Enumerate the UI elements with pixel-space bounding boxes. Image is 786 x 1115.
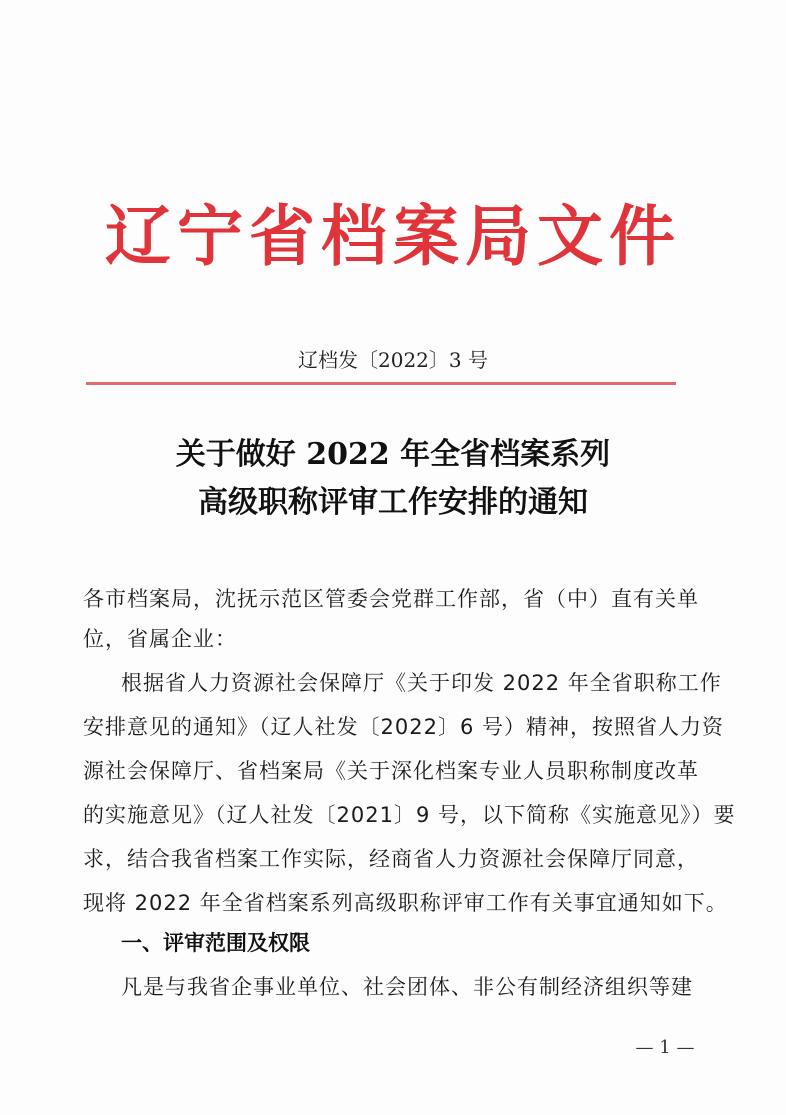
addressee-line-2: 位，省属企业： bbox=[83, 627, 237, 651]
section-heading-1: 一、评审范围及权限 bbox=[121, 931, 310, 955]
body-paragraph-line: 现将 2022 年全省档案系列高级职称评审工作有关事宜通知如下。 bbox=[83, 891, 728, 915]
body-paragraph-line: 安排意见的通知》（辽人社发〔2022〕6 号）精神，按照省人力资 bbox=[83, 715, 724, 739]
body-paragraph-line: 根据省人力资源社会保障厅《关于印发 2022 年全省职称工作 bbox=[121, 671, 722, 695]
document-number: 辽档发〔2022〕3 号 bbox=[298, 348, 488, 372]
notice-title-line-2: 高级职称评审工作安排的通知 bbox=[198, 485, 588, 520]
masthead-title: 辽宁省档案局文件 bbox=[105, 198, 681, 275]
page-number: — 1 — bbox=[635, 1037, 695, 1058]
red-separator-line bbox=[86, 382, 676, 385]
body-paragraph-line: 的实施意见》（辽人社发〔2021〕9 号，以下简称《实施意见》）要 bbox=[83, 803, 736, 827]
body-paragraph-line: 源社会保障厅、省档案局《关于深化档案专业人员职称制度改革 bbox=[83, 759, 699, 783]
notice-title-line-1: 关于做好 2022 年全省档案系列 bbox=[175, 437, 611, 472]
addressee-line-1: 各市档案局，沈抚示范区管委会党群工作部，省（中）直有关单 bbox=[83, 587, 699, 611]
section-1-paragraph-line: 凡是与我省企事业单位、社会团体、非公有制经济组织等建 bbox=[121, 975, 693, 999]
body-paragraph-line: 求，结合我省档案工作实际，经商省人力资源社会保障厅同意， bbox=[83, 847, 699, 871]
